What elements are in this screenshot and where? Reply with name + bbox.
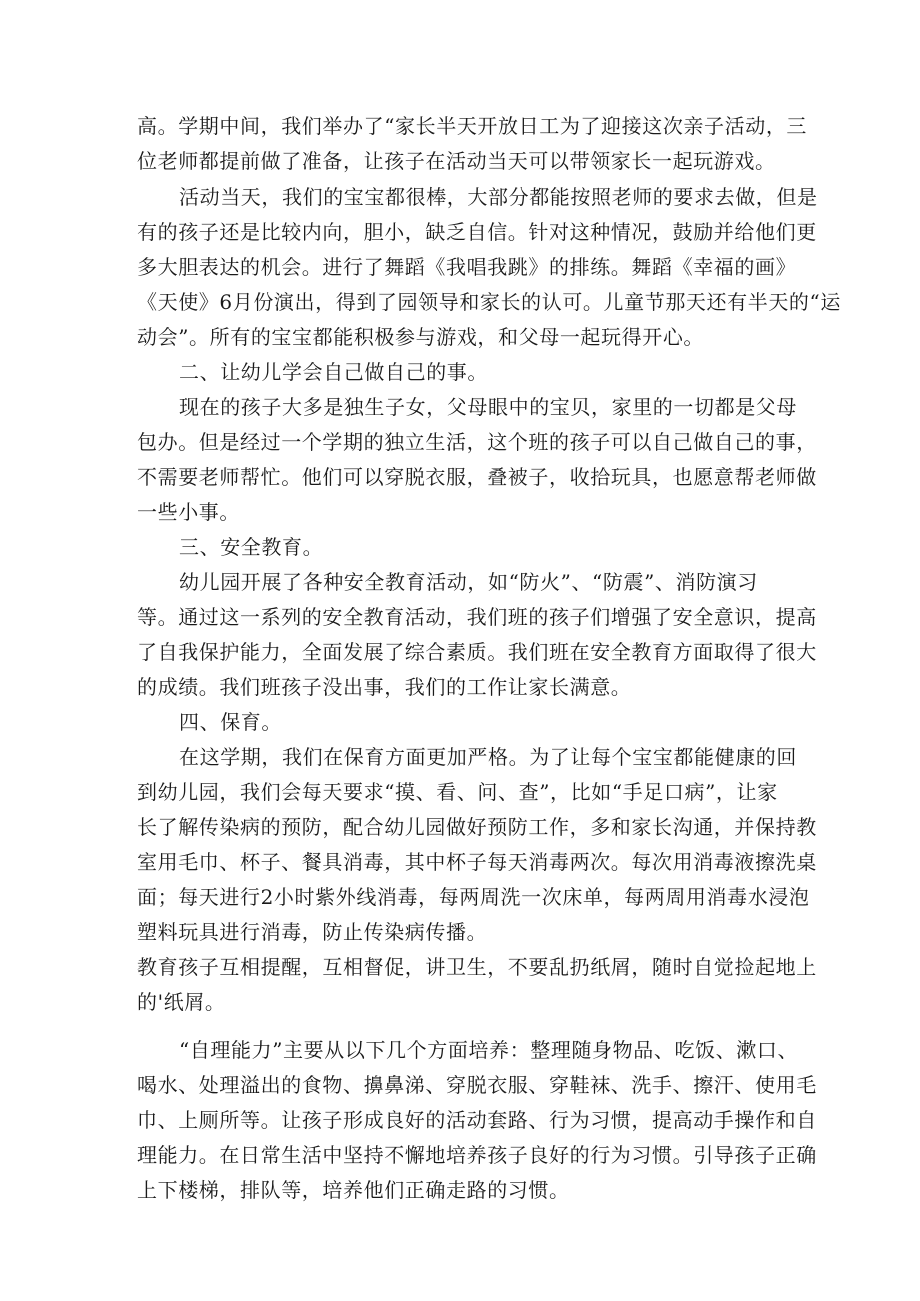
paragraph-line: 《天使》6月份演出，得到了园领导和家长的认可。儿童节那天还有半天的“运 <box>137 290 841 314</box>
paragraph-line: 多大胆表达的机会。进行了舞蹈《我唱我跳》的排练。舞蹈《幸福的画》 <box>137 255 797 279</box>
paragraph-line: 教育孩子互相提醒，互相督促，讲卫生，不要乱扔纸屑，随时自觉捡起地上 <box>137 955 817 979</box>
section-heading: 四、保育。 <box>179 710 282 734</box>
paragraph-line: 面；每天进行2小时紫外线消毒，每两周洗一次床单，每两周用消毒水浸泡 <box>137 885 810 909</box>
paragraph-line: 高。学期中间，我们举办了“家长半天开放日工为了迎接这次亲子活动，三 <box>137 114 808 138</box>
section-heading: 三、安全教育。 <box>179 535 324 559</box>
paragraph-line: 巾、上厕所等。让孩子形成良好的活动套路、行为习惯，提高动手操作和自 <box>137 1108 817 1132</box>
paragraph-line: 长了解传染病的预防，配合幼儿园做好预防工作，多和家长沟通，并保持教 <box>137 815 817 839</box>
paragraph-line: 的成绩。我们班孩子没出事，我们的工作让家长满意。 <box>137 675 632 699</box>
paragraph-line: 包办。但是经过一个学期的独立生活，这个班的孩子可以自己做自己的事， <box>137 430 817 454</box>
paragraph-line: 的'纸屑。 <box>137 990 226 1014</box>
paragraph-line: 喝水、处理溢出的食物、擤鼻涕、穿脱衣服、穿鞋袜、洗手、擦汗、使用毛 <box>137 1073 817 1097</box>
paragraph-line: 活动当天，我们的宝宝都很棒，大部分都能按照老师的要求去做，但是 <box>179 185 818 209</box>
paragraph-line: 等。通过这一系列的安全教育活动，我们班的孩子们增强了安全意识，提高 <box>137 605 817 629</box>
paragraph-line: 一些小事。 <box>137 500 240 524</box>
section-heading: 二、让幼儿学会自己做自己的事。 <box>179 360 488 384</box>
paragraph-line: 动会”。所有的宝宝都能积极参与游戏，和父母一起玩得开心。 <box>137 325 705 349</box>
paragraph-line: 室用毛巾、杯子、餐具消毒，其中杯子每天消毒两次。每次用消毒液擦洗桌 <box>137 850 817 874</box>
paragraph-line: “自理能力”主要从以下几个方面培养：整理随身物品、吃饭、漱口、 <box>179 1038 799 1062</box>
paragraph-line: 塑料玩具进行消毒，防止传染病传播。 <box>137 920 488 944</box>
paragraph-line: 上下楼梯，排队等，培养他们正确走路的习惯。 <box>137 1178 570 1202</box>
paragraph-line: 位老师都提前做了准备，让孩子在活动当天可以带领家长一起玩游戏。 <box>137 149 776 173</box>
paragraph-line: 现在的孩子大多是独生子女，父母眼中的宝贝，家里的一切都是父母 <box>179 395 797 419</box>
paragraph-line: 幼儿园开展了各种安全教育活动，如“防火”、“防震”、消防演习 <box>179 570 758 594</box>
paragraph-line: 在这学期，我们在保育方面更加严格。为了让每个宝宝都能健康的回 <box>179 745 797 769</box>
paragraph-line: 理能力。在日常生活中坚持不懈地培养孩子良好的行为习惯。引导孩子正确 <box>137 1143 817 1167</box>
paragraph-line: 不需要老师帮忙。他们可以穿脱衣服，叠被子，收拾玩具，也愿意帮老师做 <box>137 465 817 489</box>
paragraph-line: 了自我保护能力，全面发展了综合素质。我们班在安全教育方面取得了很大 <box>137 640 817 664</box>
paragraph-line: 到幼儿园，我们会每天要求“摸、看、问、查”，比如“手足口病”，让家 <box>137 780 778 804</box>
paragraph-line: 有的孩子还是比较内向，胆小，缺乏自信。针对这种情况，鼓励并给他们更 <box>137 220 817 244</box>
